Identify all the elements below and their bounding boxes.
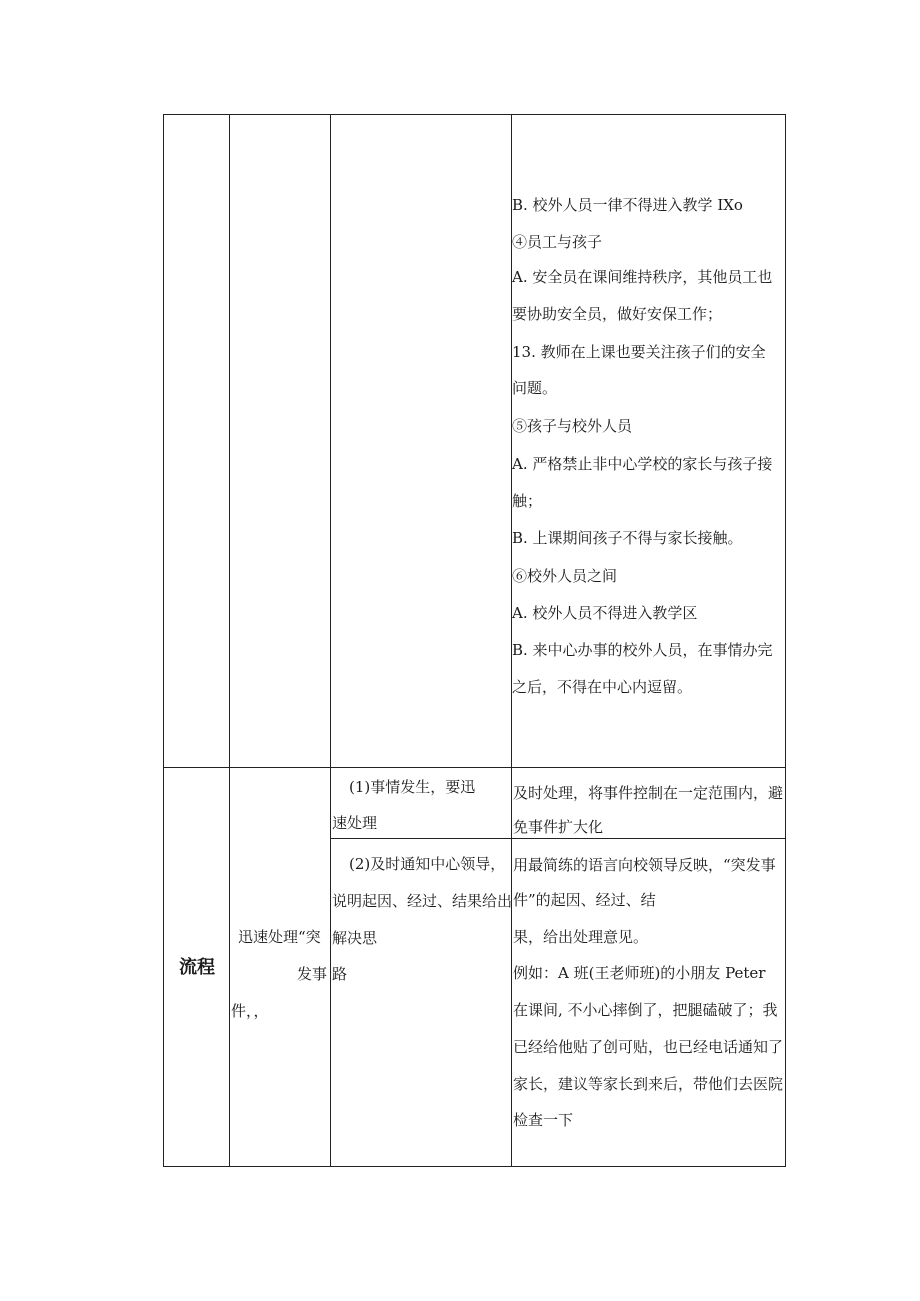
step2-desc-line-5: 在课间, 不小心摔倒了，把腿磕破了；我: [513, 1001, 778, 1019]
top-line-7: ⑤孩子与校外人员: [512, 417, 633, 435]
step1-desc-line-2: 免事件扩大化: [513, 818, 604, 836]
column-divider-2: [330, 114, 331, 1167]
table-left-border: [163, 114, 164, 1167]
table-bottom-border: [163, 1166, 786, 1167]
top-line-12: A. 校外人员不得进入教学区: [512, 604, 698, 622]
step2-desc-line-7: 家长，建议等家长到来后，带他们去医院: [513, 1075, 784, 1093]
step2-desc-line-1: 用最简练的语言向校领导反映，“突发事: [513, 856, 776, 874]
step2-label-line-2: 说明起因、经过、结果给出: [332, 892, 513, 910]
step2-desc-line-8: 检查一下: [513, 1111, 574, 1129]
step2-label-line-3: 解决思: [332, 929, 378, 947]
row-divider: [163, 767, 786, 768]
top-line-3: A. 安全员在课间维持秩序，其他员工也: [512, 268, 773, 286]
table-right-border: [785, 114, 786, 1167]
column-divider-1: [229, 114, 230, 1167]
step-divider: [330, 838, 786, 839]
top-line-13: B. 来中心办事的校外人员，在事情办完: [512, 641, 773, 659]
step2-label-line-1: (2)及时通知中心领导，: [349, 855, 506, 873]
top-line-4: 要协助安全员，做好安保工作；: [512, 305, 723, 323]
step1-label-line-2: 速处理: [332, 814, 378, 832]
step2-desc-line-3: 果，给出处理意见。: [513, 928, 649, 946]
step1-desc-line-1: 及时处理，将事件控制在一定范围内，避: [513, 784, 784, 802]
top-line-1: B. 校外人员一律不得进入教学 IXo: [512, 196, 743, 214]
table-top-border: [163, 114, 786, 115]
step2-desc-line-2: 件”的起因、经过、结: [513, 891, 656, 909]
top-line-9: 触；: [512, 492, 543, 510]
step2-desc-line-4: 例如：A 班(王老师班)的小朋友 Peter: [513, 964, 766, 982]
flow-category-label: 流程: [179, 957, 215, 978]
step1-label-line-1: (1)事情发生，要迅: [349, 778, 476, 796]
flow-subtitle-line-3: 件，，: [231, 1002, 269, 1020]
top-line-14: 之后，不得在中心内逗留。: [512, 678, 693, 696]
top-line-11: ⑥校外人员之间: [512, 567, 618, 585]
flow-subtitle-line-2: 发事: [297, 965, 328, 983]
top-line-10: B. 上课期间孩子不得与家长接触。: [512, 529, 743, 547]
top-line-8: A. 严格禁止非中心学校的家长与孩子接: [512, 455, 773, 473]
step2-desc-line-6: 已经给他贴了创可贴，也已经电话通知了: [513, 1038, 784, 1056]
top-line-6: 问题。: [512, 379, 558, 397]
top-line-2: ④员工与孩子: [512, 233, 603, 251]
flow-subtitle-line-1: 迅速处理“突: [238, 928, 321, 946]
top-line-5: 13. 教师在上课也要关注孩子们的安全: [512, 343, 766, 361]
step2-label-line-4: 路: [332, 965, 348, 983]
